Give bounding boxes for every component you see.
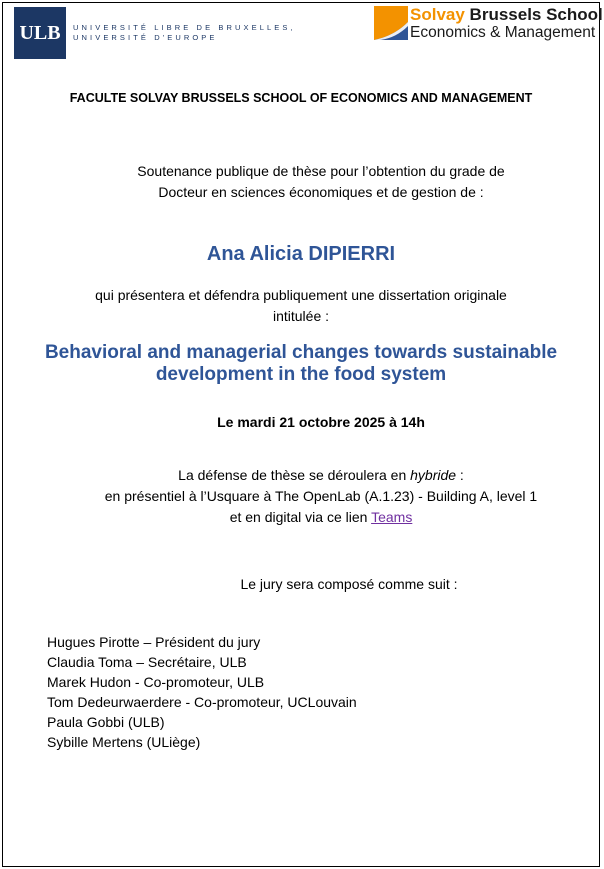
- jury-intro: Le jury sera composé comme suit :: [240, 576, 458, 592]
- solvay-logo-icon: [374, 6, 408, 40]
- defense-mode-suffix: :: [456, 467, 464, 483]
- presentation-line1: qui présentera et défendra publiquement une dissertation originale: [95, 287, 507, 303]
- defense-details: [33, 465, 604, 528]
- jury-member: Claudia Toma – Secrétaire, ULB: [47, 654, 247, 670]
- jury-member: Paula Gobbi (ULB): [47, 714, 165, 730]
- faculty-heading: FACULTE SOLVAY BRUSSELS SCHOOL OF ECONOMICS AND MANAGEMENT: [69, 91, 533, 105]
- defense-date: Le mardi 21 octobre 2025 à 14h: [217, 414, 425, 430]
- teams-link[interactable]: Teams: [371, 509, 413, 525]
- ulb-logo-line1: UNIVERSITÉ LIBRE DE BRUXELLES,: [73, 23, 296, 32]
- ulb-logo-line2: UNIVERSITÉ D'EUROPE: [73, 33, 218, 42]
- defense-mode-hybrid: hybride: [410, 467, 457, 483]
- defense-online-prefix: et en digital via ce lien: [229, 509, 372, 525]
- thesis-title-line1: Behavioral and managerial changes towards sustainable: [44, 342, 558, 363]
- solvay-logo-subtitle: Economics & Management: [410, 24, 596, 41]
- intro-paragraph: [43, 161, 599, 203]
- defense-location-line: en présentiel à l’Usquare à The OpenLab (A.1.23) - Building A, level 1: [104, 488, 538, 504]
- ulb-logo-mark: ULB: [19, 21, 61, 44]
- defense-mode-prefix: La défense de thèse se déroulera en: [178, 467, 411, 483]
- thesis-title-line2: development in the food system: [155, 364, 447, 385]
- defense-mode-line: [33, 465, 604, 486]
- ulb-logo-text: [73, 23, 296, 43]
- intro-line2: Docteur en sciences économiques et de gestion de :: [158, 184, 484, 200]
- presentation-paragraph: [23, 285, 579, 327]
- intro-line1: Soutenance publique de thèse pour l’obtention du grade de: [137, 163, 505, 179]
- ulb-logo: [14, 7, 66, 59]
- thesis-title: [3, 342, 599, 386]
- jury-member: Tom Dedeurwaerdere - Co-promoteur, UCLouvain: [47, 694, 357, 710]
- solvay-logo-orange-word: Solvay: [410, 5, 465, 24]
- jury-list: [47, 632, 357, 752]
- jury-member: Marek Hudon - Co-promoteur, ULB: [47, 674, 265, 690]
- solvay-logo-dark-words: Brussels School: [469, 5, 603, 24]
- presentation-line2: intitulée :: [272, 308, 330, 324]
- jury-member: Sybille Mertens (ULiège): [47, 734, 201, 750]
- solvay-logo-text: [410, 6, 603, 41]
- candidate-name: Ana Alicia DIPIERRI: [206, 243, 396, 265]
- defense-online-line: [33, 507, 604, 528]
- document-page: [2, 2, 603, 867]
- jury-member: Hugues Pirotte – Président du jury: [47, 634, 261, 650]
